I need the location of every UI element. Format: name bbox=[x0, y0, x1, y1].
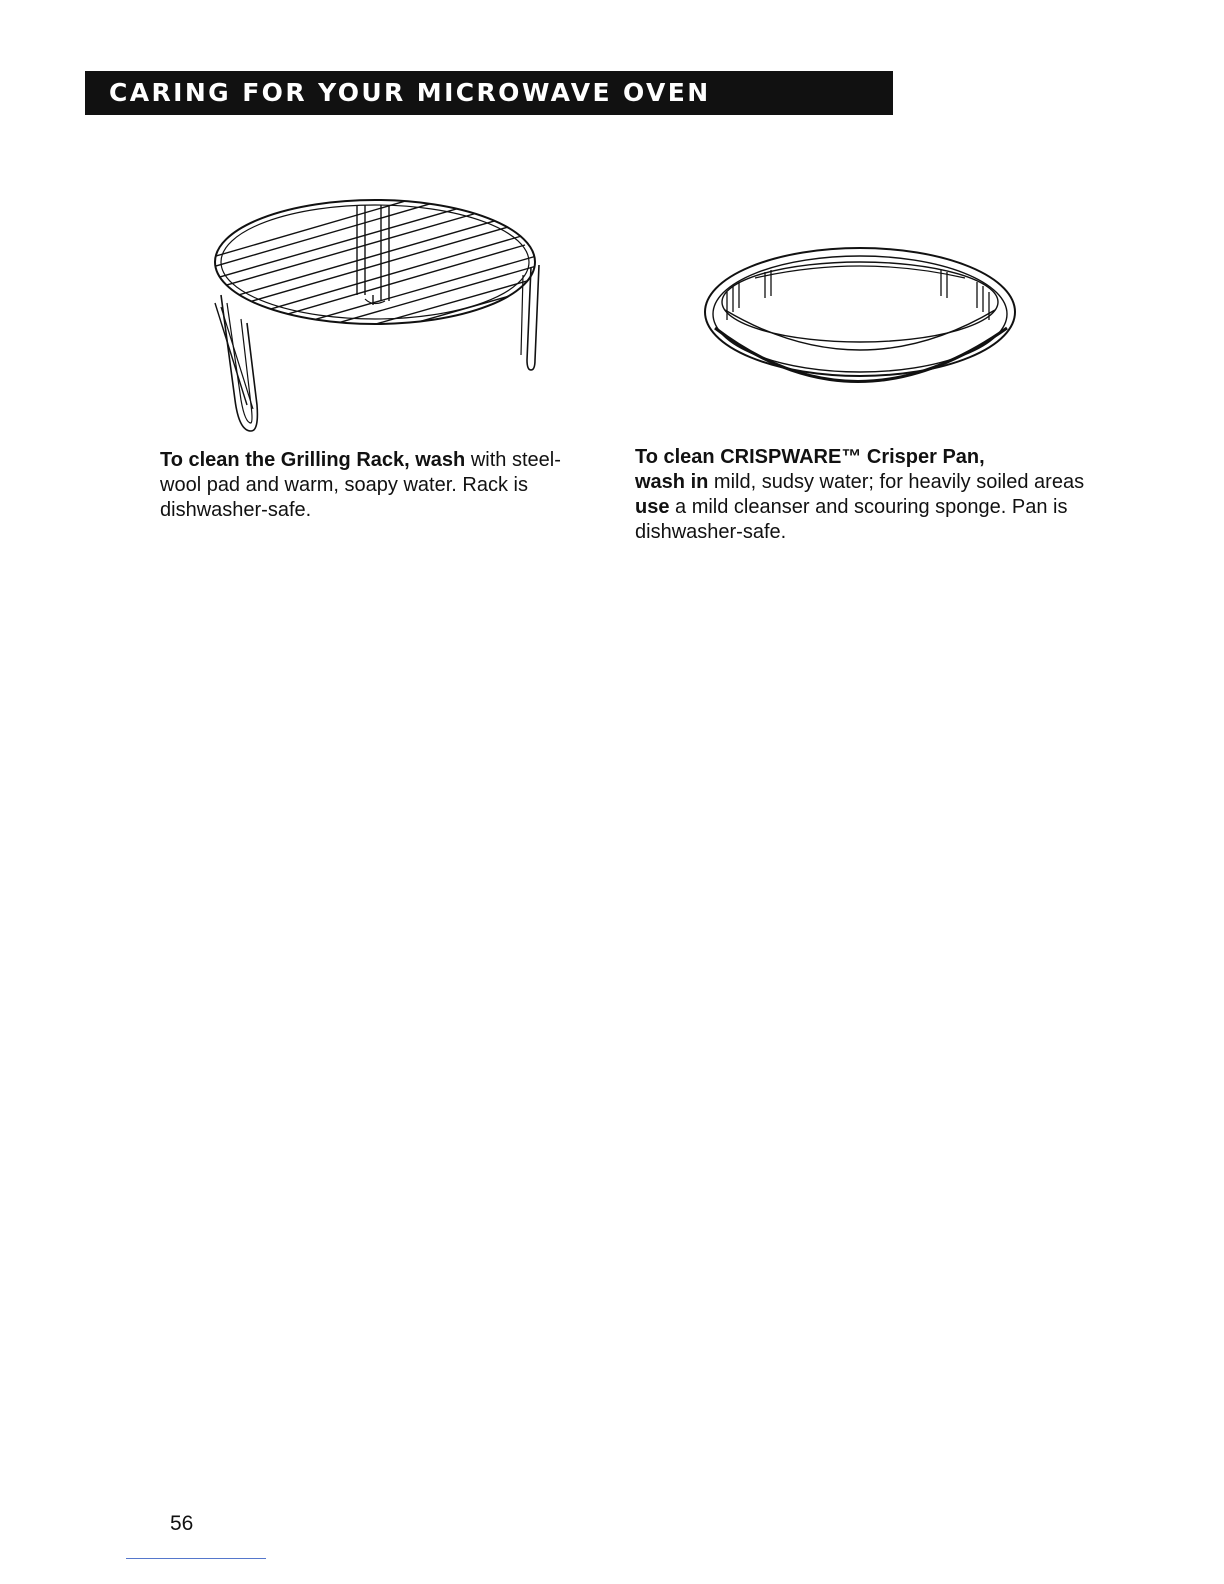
pan-caption-lead: To clean CRISPWARE™ Crisper Pan, bbox=[635, 446, 985, 468]
page-number: 56 bbox=[170, 1512, 194, 1535]
grilling-rack-figure bbox=[195, 195, 555, 445]
grilling-rack-caption bbox=[160, 448, 580, 523]
footer-rule bbox=[126, 1558, 266, 1559]
crisper-pan-figure bbox=[695, 240, 1025, 410]
pan-caption-verb-2: use bbox=[635, 496, 670, 518]
section-title: CARING FOR YOUR MICROWAVE OVEN bbox=[109, 78, 711, 107]
section-header-bar bbox=[85, 71, 893, 115]
pan-caption-text-2: a mild cleanser and scouring sponge. Pan is dishwasher-safe. bbox=[635, 496, 1068, 543]
rack-caption-text: with steel-wool pad and warm, soapy water. Rack is dishwasher-safe. bbox=[160, 449, 561, 521]
crisper-pan-icon bbox=[695, 240, 1025, 410]
rack-caption-lead: To clean the Grilling Rack, bbox=[160, 449, 410, 471]
pan-caption-verb: wash in bbox=[635, 471, 709, 493]
grilling-rack-icon bbox=[195, 195, 555, 445]
crisper-pan-caption bbox=[635, 445, 1085, 545]
pan-caption-text-1: mild, sudsy water; for heavily soiled areas bbox=[708, 471, 1085, 493]
rack-caption-verb: wash bbox=[415, 449, 466, 471]
